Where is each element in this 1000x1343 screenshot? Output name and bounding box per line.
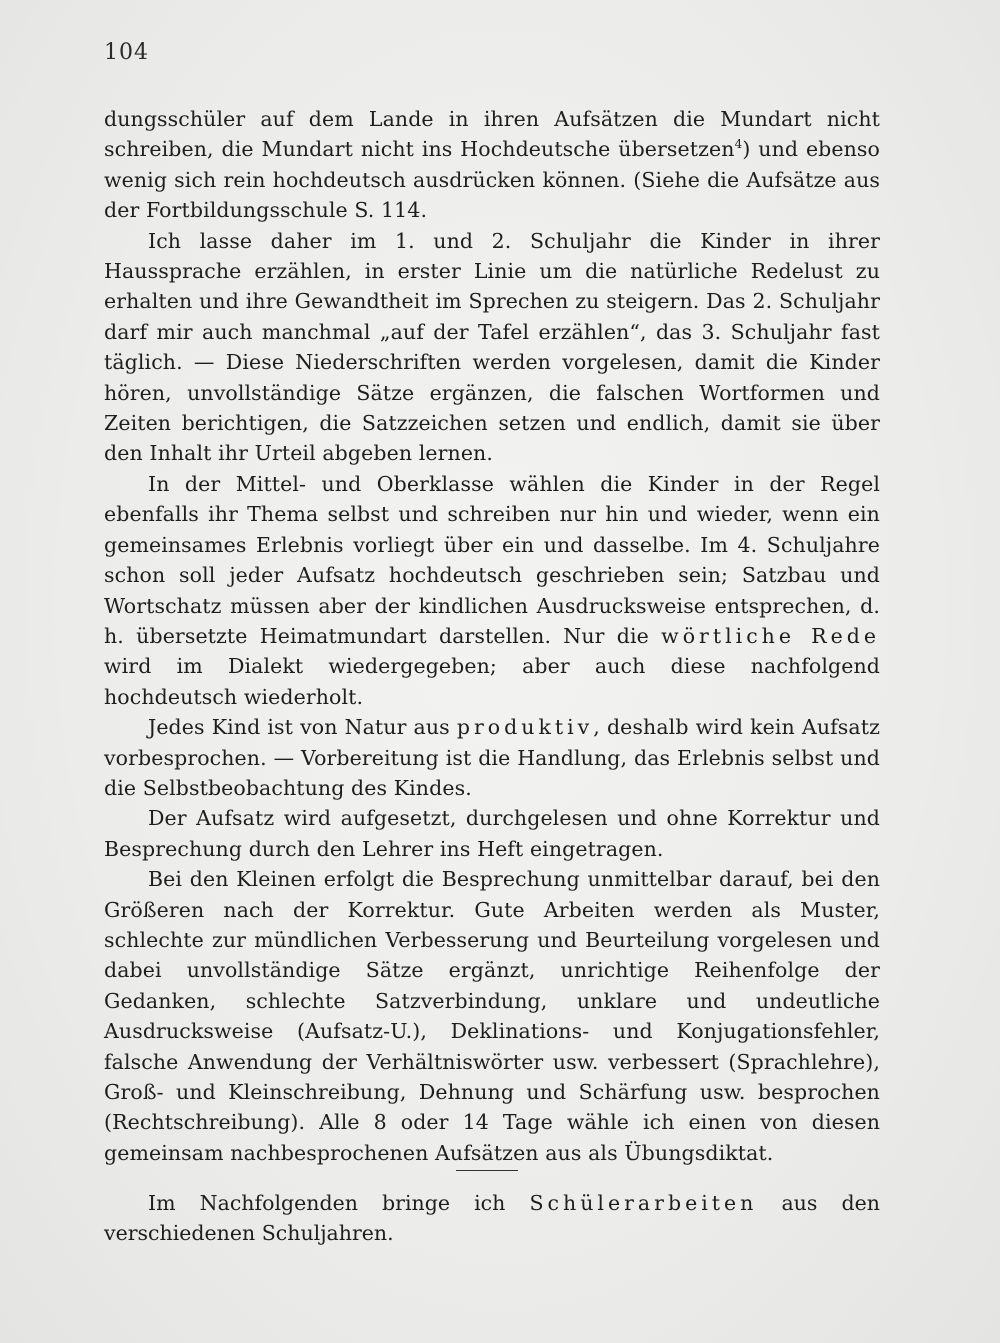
emphasis-produktiv: produktiv [456,715,594,740]
body-text [104,104,880,1168]
paragraph-1-text: dungsschüler auf dem Lande in ihren Aufsätzen die Mundart nicht schreiben, die Mundart nicht ins Hochdeutsche übersetzen [104,107,880,162]
paragraph-3 [104,469,880,712]
closing-text-before: Im Nachfolgenden bringe ich [148,1191,530,1215]
footnote-marker: 4 [734,137,743,152]
paragraph-6: Bei den Kleinen erfolgt die Besprechung unmittelbar darauf, bei den Größeren nach der Korrektur. Gute Arbeiten werden als Muster, schlechte zur mündlichen Verbesserung und Beurteilung vorgelesen und dabei unvollständige Sätze ergänzt, unrichtige Reihenfolge der Gedanken, schlechte Satzverbindung, unklare und undeutliche Ausdrucksweise (Aufsatz-U.), Deklinations- und Konjugationsfehler, falsche Anwendung der Verhältniswörter usw. verbessert (Sprachlehre), Groß- und Kleinschreibung, Dehnung und Schärfung usw. besprochen (Rechtschreibung). Alle 8 oder 14 Tage wähle ich einen von diesen gemeinsam nachbesprochenen Aufsätzen aus als Übungsdiktat. [104,867,880,1165]
page-number: 104 [104,40,149,65]
paragraph-2: Ich lasse daher im 1. und 2. Schuljahr die Kinder in ihrer Haussprache erzählen, in erster Linie um die natürliche Redelust zu erhalten und ihre Gewandtheit im Sprechen zu steigern. Das 2. Schuljahr darf mir auch manchmal „auf der Tafel erzählen“, das 3. Schuljahr fast täglich. — Diese Niederschriften werden vorgelesen, damit die Kinder hören, unvollständige Sätze ergänzen, die falschen Wortformen und Zeiten berichtigen, die Satzzeichen setzen und endlich, damit sie über den Inhalt ihr Urteil abgeben lernen. [104,228,880,466]
paragraph-4 [104,712,880,803]
closing-text-after: aus den verschiedenen Schuljahren. [104,1191,880,1246]
emphasis-woertliche-rede: wörtliche Rede [661,623,880,648]
paragraph-5: Der Aufsatz wird aufgesetzt, durchgelesen und ohne Korrektur und Besprechung durch den Lehrer ins Heft eingetragen. [104,806,880,861]
paragraph-1-text-after: ) und ebenso wenig sich rein hochdeutsch ausdrücken können. (Siehe die Aufsätze aus der Fortbildungsschule S. 114. [104,137,880,223]
paragraph-4-text-before: Jedes Kind ist von Natur aus [148,715,457,740]
closing-text [104,1188,880,1249]
paragraph-3-text-after: wird im Dialekt wiedergegeben; aber auch diese nachfolgend hochdeutsch wiederholt. [104,654,880,709]
emphasis-schuelerarbeiten: Schülerarbeiten [529,1191,758,1215]
paragraph-4-text-after: , deshalb wird kein Aufsatz vorbesprochen. — Vorbereitung ist die Handlung, das Erlebnis selbst und die Selbstbeobachtung des Kindes. [104,715,880,800]
paragraph-3-text-before: In der Mittel- und Oberklasse wählen die Kinder in der Regel ebenfalls ihr Thema selbst und schreiben nur hin und wieder, wenn ein gemeinsames Erlebnis vorliegt über ein und dasselbe. Im 4. Schuljahre schon soll jeder Aufsatz hochdeutsch geschrieben sein; Satzbau und Wortschatz müssen aber der kindlichen Ausdrucksweise entsprechen, d. h. übersetzte Heimatmundart darstellen. Nur die [104,471,880,648]
paragraph-1 [104,104,880,226]
section-divider [456,1170,518,1171]
closing-paragraph [104,1188,880,1249]
